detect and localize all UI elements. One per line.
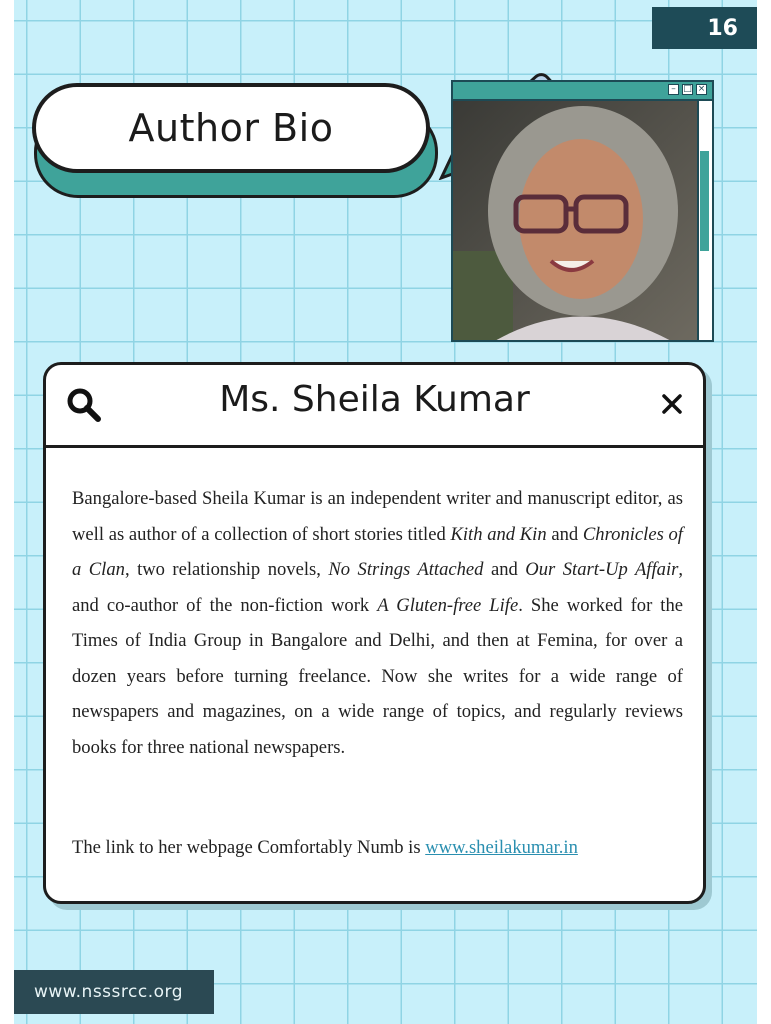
webpage-line: The link to her webpage Comfortably Numb is www.sheilakumar.in (72, 837, 578, 858)
close-icon (657, 389, 687, 419)
bio-card (43, 362, 706, 904)
bio-card-header (46, 365, 703, 448)
author-photo (453, 101, 701, 342)
photo-window (451, 80, 714, 342)
minimize-icon: – (668, 84, 679, 95)
book-title: No Strings Attached (328, 559, 484, 580)
maximize-icon: □ (683, 84, 692, 94)
photo-scrollbar (697, 101, 712, 342)
book-title: A Gluten-free Life (377, 594, 519, 616)
close-window-icon: × (697, 84, 706, 94)
page (14, 0, 757, 1024)
book-title: Our Start-Up Affair (525, 559, 679, 580)
footer-website: www.nsssrcc.org (14, 970, 214, 1014)
author-name: Ms. Sheila Kumar (219, 379, 530, 420)
photo-window-titlebar (453, 82, 712, 101)
book-title: Kith and Kin (450, 523, 547, 545)
title-pill (32, 83, 430, 173)
bio-paragraph: Bangalore-based Sheila Kumar is an independent writer and manuscript editor, as well as author of a collection of short stories titled Kith and Kin and Chronicles of a Clan, two relationship novels, No Strings Attached and Our Start-Up Affair, and co-author of the non-fiction work A Gluten-free Life. She worked for the Times of India Group in Bangalore and Delhi, and then at Femina, for over a dozen years before turning freelance. Now she writes for a wide range of newspapers and magazines, on a wide range of topics, and regularly reviews books for three national newspapers. (72, 488, 683, 758)
page-number: 16 (652, 7, 757, 49)
book-title: Chronicles of a Clan (72, 523, 683, 580)
page-title: Author Bio (128, 106, 334, 150)
webpage-link[interactable]: www.sheilakumar.in (425, 837, 578, 858)
